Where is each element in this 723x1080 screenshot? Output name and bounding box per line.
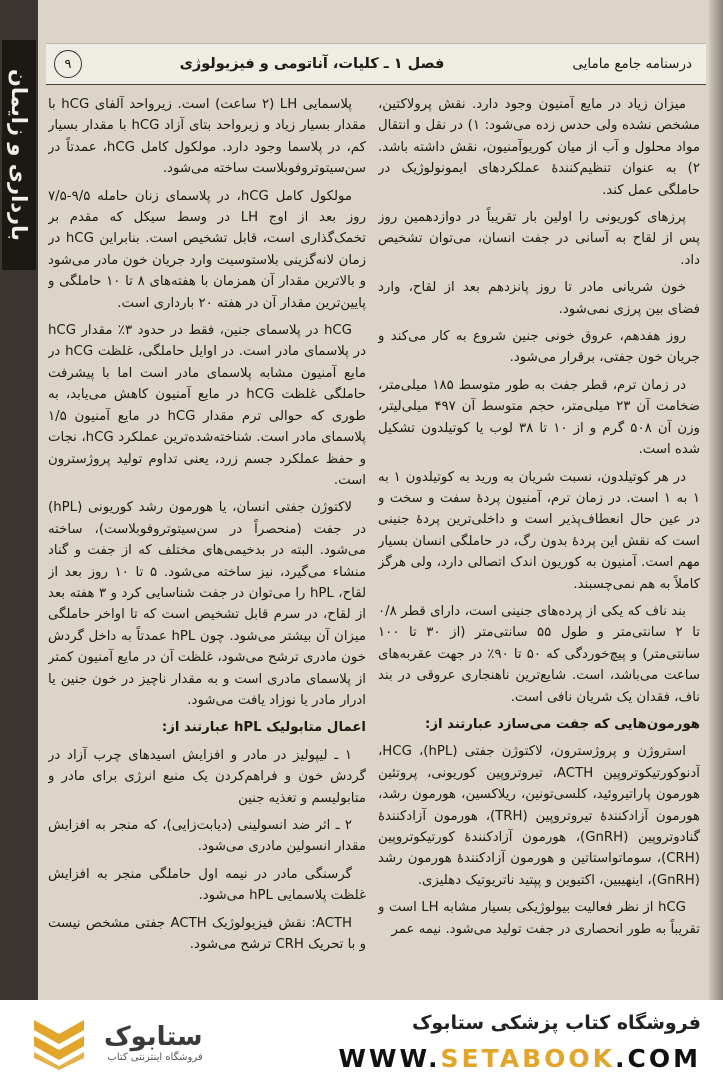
paragraph: میزان زیاد در مایع آمنیون وجود دارد. نقش پرولاکتین، مشخص نشده ولی حدس زده می‌شود: ۱) در نقل و انتقال مواد محلول و آب از میان کوریوآمنیون، نقش داشته باشد. ۲) به عنوان تنظیم‌کنندهٔ عملکردهای ایمونولوژیک در حاملگی عمل کند. (378, 97, 700, 198)
side-strip (0, 0, 38, 1000)
side-tab (2, 40, 36, 270)
paragraph: لاکتوژن جفتی انسان، یا هورمون رشد کوریونی (hPL) در جفت (منحصراً در سن‌سیتوتروفوبلاست)، ساخته می‌شود. البته در بدخیمی‌های مختلف که از جفت و گناد منشاء می‌گیرد، نیز ساخته می‌شود. ۵ تا ۱۰ روز بعد از لقاح، hPL را می‌توان در جفت شناسایی کرد و ۳ هفته بعد از لقاح، در سرم قابل تشخیص است که تا اواخر حاملگی میزان آن بیشتر می‌شود. چون hPL عمدتاً به داخل گردش خون مادری ترشح می‌شود، غلظت آن در مایع آمنیون کمتر از پلاسمای مادری است و به مقدار ناچیز در خون جنین یا ادرار مادر یا نوزاد یافت می‌شود. (48, 500, 366, 708)
store-logo[interactable] (30, 1012, 280, 1072)
section-heading: هورمون‌هایی که جفت می‌سازد عبارتند از: (425, 716, 700, 732)
paragraph: پلاسمایی LH (۲ ساعت) است. زیرواحد آلفای hCG با مقدار بسیار زیاد و زیرواحد بتای آزاد hCG با مقدار بسیار کم، در پلاسما وجود دارد. مولکول کامل hCG، عمدتاً در سن‌سیتوتروفوبلاست ساخته می‌شود. (48, 97, 366, 177)
paragraph: ACTH: نقش فیزیولوژیک ACTH جفتی مشخص نیست و با تحریک CRH ترشح می‌شود. (48, 915, 366, 953)
running-header (46, 43, 706, 85)
paragraph: در زمان ترم، قطر جفت به طور متوسط ۱۸۵ میلی‌متر، ضخامت آن ۲۳ میلی‌متر، حجم متوسط آن ۴۹۷ میلی‌لیتر، وزن آن ۵۰۸ گرم و از ۱۰ تا ۳۸ لوب یا کوتیلدون تشکیل شده است. (378, 377, 700, 458)
store-footer (0, 1000, 723, 1080)
paragraph: ۲ ـ اثر ضد انسولینی (دیابت‌زایی)، که منجر به افزایش مقدار انسولین مادری می‌شود. (48, 818, 366, 855)
logo-subtitle: فروشگاه اینترنتی کتاب (107, 1051, 203, 1063)
side-tab-label: بارداری و زایمان (7, 69, 31, 241)
right-text-column (378, 94, 700, 994)
section-heading: اعمال متابولیک hPL عبارتند از: (161, 720, 366, 736)
paragraph: مولکول کامل hCG، در پلاسمای زنان حامله ۹/۵-۷/۵ روز بعد از اوج LH در وسط سیکل که مقدم بر تخمک‌گذاری است، قابل تشخیص است. بنابراین hCG در زمان لانه‌گزینی بلاستوسیت وارد جریان خون مادر می‌شود و بالاترین مقدار آن همزمان با هفته‌های ۸ تا ۱۰ حاملگی و پایین‌ترین مقدار آن در هفته ۲۰ بارداری است. (48, 188, 366, 311)
book-title: درسنامه جامع مامایی (572, 56, 692, 72)
book-edge (709, 0, 723, 1000)
logo-brand: ستابوک (104, 1021, 203, 1052)
paragraph: در هر کوتیلدون، نسبت شریان به ورید به کوتیلدون ۱ به ۱ به ۱ است. در زمان ترم، آمنیون پردهٔ سفت و سخت و در عین حال انعطاف‌پذیر است و داخلی‌ترین پردهٔ جنینی است که نقش این پردهٔ بدون رگ، در حاملگی انسان بسیار مهم است. آمنیون به کوریون اندک اتصالی دارد، ولی هرگز کاملاً به هم نمی‌چسبند. (378, 469, 700, 592)
store-url[interactable] (301, 1044, 701, 1073)
paragraph: گرسنگی مادر در نیمه اول حاملگی منجر به افزایش غلظت پلاسمایی hPL می‌شود. (48, 866, 366, 904)
paragraph: استروژن و پروژسترون، لاکتوژن جفتی (hPL)، HCG، آدنوکورتیکوتروپین ACTH، تیروتروپین کوریونی، پروتئین هورمون پاراتیروئید، کلسی‌تونین، ریلاکسین، هورمون رشد، هورمون آزادکنندهٔ تیروتروپین (TRH)، هورمون آزادکنندهٔ گنادوتروپین (GnRH)، هورمون آزادکنندهٔ کورتیکوتروپین (CRH)، سوماتواستاتین و هورمون آزادکنندهٔ هورمون رشد (GnRH)، اینهیبین، اکتیوین و پپتید ناتریوتیک دهلیزی. (378, 744, 700, 888)
paragraph: ۱ ـ لیپولیز در مادر و افزایش اسیدهای چرب آزاد در گردش خون و فراهم‌کردن یک منبع انرژی برای مادر و متابولیسم و تغذیه جنین (48, 747, 366, 806)
chapter-title: فصل ۱ ـ کلیات، آناتومی و فیزیولوژی (179, 56, 445, 72)
chevron-logo-icon (30, 1014, 88, 1070)
paragraph: hCG در پلاسمای جنین، فقط در حدود ۳٪ مقدار hCG در پلاسمای مادر است. در اوایل حاملگی، غلظت hCG در مایع آمنیون مشابه پلاسمای مادر است اما با پیشرفت حاملگی غلظت hCG در مایع آمنیون کاهش می‌یابد، به طوری که حوالی ترم مقدار hCG در مایع آمنیون ۱/۵ پلاسمای مادر است. شناخته‌شده‌ترین عملکرد hCG، نجات و حفظ عملکرد جسم زرد، یعنی تداوم تولید پروژسترون است. (48, 323, 366, 488)
url-prefix: WWW. (338, 1044, 441, 1073)
url-brand: SETABOOK (440, 1044, 616, 1073)
paragraph: خون شریانی مادر تا روز پانزدهم بعد از لقاح، وارد فضای بین پرزی نمی‌شود. (378, 280, 700, 317)
paragraph: روز هفدهم، عروق خونی جنین شروع به کار می‌کند و جریان خون جفتی، برقرار می‌شود. (378, 329, 700, 366)
paragraph: پرزهای کوریونی را اولین بار تقریباً در دوازدهمین روز پس از لقاح به آسانی در جفت انسان، می‌توان تشخیص داد. (378, 210, 700, 268)
store-name: فروشگاه کتاب پزشکی ستابوک (411, 1012, 701, 1034)
paragraph: بند ناف که یکی از پرده‌های جنینی است، دارای قطر ۰/۸ تا ۲ سانتی‌متر و طول ۵۵ سانتی‌متر (از ۳۰ تا ۱۰۰ سانتی‌متر) و پیچ‌خوردگی که ۵۰ تا ۹۰٪ در جهت عقربه‌های ساعت می‌باشد، است. شایع‌ترین ناهنجاری عروقی در بند ناف، فقدان یک شریان نافی است. (378, 603, 700, 705)
paragraph: hCG از نظر فعالیت بیولوژیکی بسیار مشابه LH است و تقریباً به طور انحصاری در جفت تولید می‌شود. نیمه عمر (378, 900, 700, 937)
page-number: ۹ (54, 50, 82, 78)
left-text-column (48, 94, 366, 994)
url-suffix: .COM (615, 1044, 701, 1073)
